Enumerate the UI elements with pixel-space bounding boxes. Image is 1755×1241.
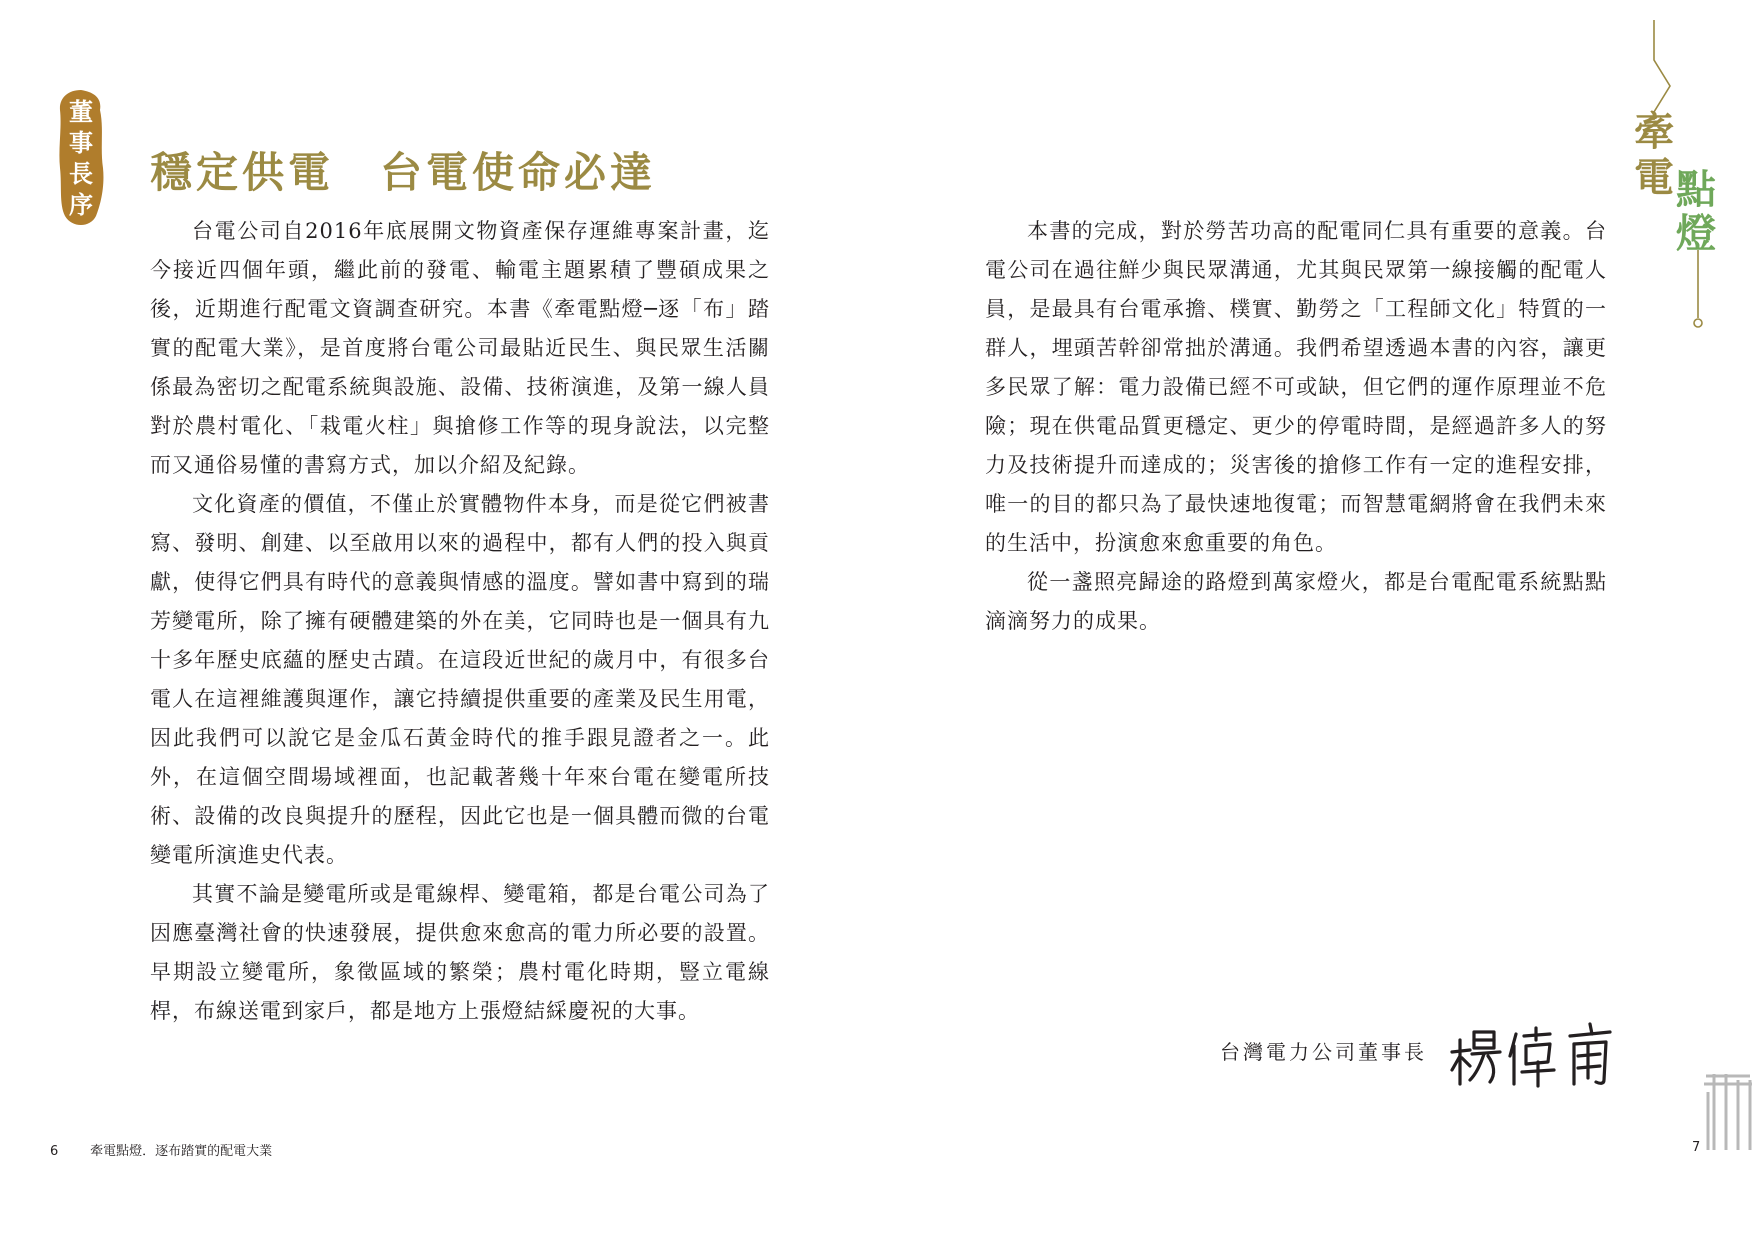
page-title: 穩定供電 台電使命必達 xyxy=(150,148,657,197)
left-column-text xyxy=(150,212,770,1031)
handwritten-signature-icon xyxy=(1450,1022,1620,1088)
right-column-text xyxy=(985,212,1607,641)
logo-char: 牽 xyxy=(1634,108,1674,155)
tag-char: 事 xyxy=(69,128,93,157)
tag-char: 長 xyxy=(69,159,93,188)
tag-char: 董 xyxy=(69,97,93,126)
footer-left xyxy=(50,1140,272,1159)
paragraph: 其實不論是變電所或是電線桿、變電箱，都是台電公司為了因應臺灣社會的快速發展，提供愈來愈高的電力所必要的設置。早期設立變電所，象徵區域的繁榮；農村電化時期，豎立電線桿，布線送電到家戶，都是地方上張燈結綵慶祝的大事。 xyxy=(150,882,770,1023)
logo-char: 點 xyxy=(1676,166,1716,213)
logo-char: 燈 xyxy=(1676,210,1716,257)
right-page-number: 7 xyxy=(1692,1140,1701,1155)
tag-char: 序 xyxy=(69,190,93,219)
paragraph: 台電公司自2016年底展開文物資產保存運維專案計畫，迄今接近四個年頭，繼此前的發電、輸電主題累積了豐碩成果之後，近期進行配電文資調查研究。本書《牽電點燈─逐「布」踏實的配電大業》，是首度將台電公司最貼近民生、與民眾生活關係最為密切之配電系統與設施、設備、技術演進，及第一線人員對於農村電化、「栽電火柱」與搶修工作等的現身說法，以完整而又通俗易懂的書寫方式，加以介紹及紀錄。 xyxy=(150,219,770,477)
power-pylon-icon xyxy=(1700,1070,1755,1150)
signature-label: 台灣電力公司董事長 xyxy=(1220,1040,1427,1064)
section-tag-badge xyxy=(56,88,106,230)
left-page-number: 6 xyxy=(50,1144,59,1159)
paragraph: 文化資產的價值，不僅止於實體物件本身，而是從它們被書寫、發明、創建、以至啟用以來的過程中，都有人們的投入與貢獻，使得它們具有時代的意義與情感的溫度。譬如書中寫到的瑞芳變電所，除了擁有硬體建築的外在美，它同時也是一個具有九十多年歷史底蘊的歷史古蹟。在這段近世紀的歲月中，有很多台電人在這裡維護與運作，讓它持續提供重要的產業及民生用電，因此我們可以說它是金瓜石黃金時代的推手跟見證者之一。此外，在這個空間場域裡面，也記載著幾十年來台電在變電所技術、設備的改良與提升的歷程，因此它也是一個具體而微的台電變電所演進史代表。 xyxy=(150,492,770,867)
paragraph: 從一盞照亮歸途的路燈到萬家燈火，都是台電配電系統點點滴滴努力的成果。 xyxy=(985,570,1607,633)
section-tag-text xyxy=(56,96,106,220)
logo-char: 電 xyxy=(1634,154,1674,201)
footer-book-title: 牽電點燈．逐布踏實的配電大業 xyxy=(90,1144,273,1159)
paragraph: 本書的完成，對於勞苦功高的配電同仁具有重要的意義。台電公司在過往鮮少與民眾溝通，尤其與民眾第一線接觸的配電人員，是最具有台電承擔、樸實、勤勞之「工程師文化」特質的一群人，埋頭苦幹卻常拙於溝通。我們希望透過本書的內容，讓更多民眾了解：電力設備已經不可或缺，但它們的運作原理並不危險；現在供電品質更穩定、更少的停電時間，是經過許多人的努力及技術提升而達成的；災害後的搶修工作有一定的進程安排，唯一的目的都只為了最快速地復電；而智慧電網將會在我們未來的生活中，扮演愈來愈重要的角色。 xyxy=(985,219,1607,555)
signature-block xyxy=(1220,1022,1620,1092)
